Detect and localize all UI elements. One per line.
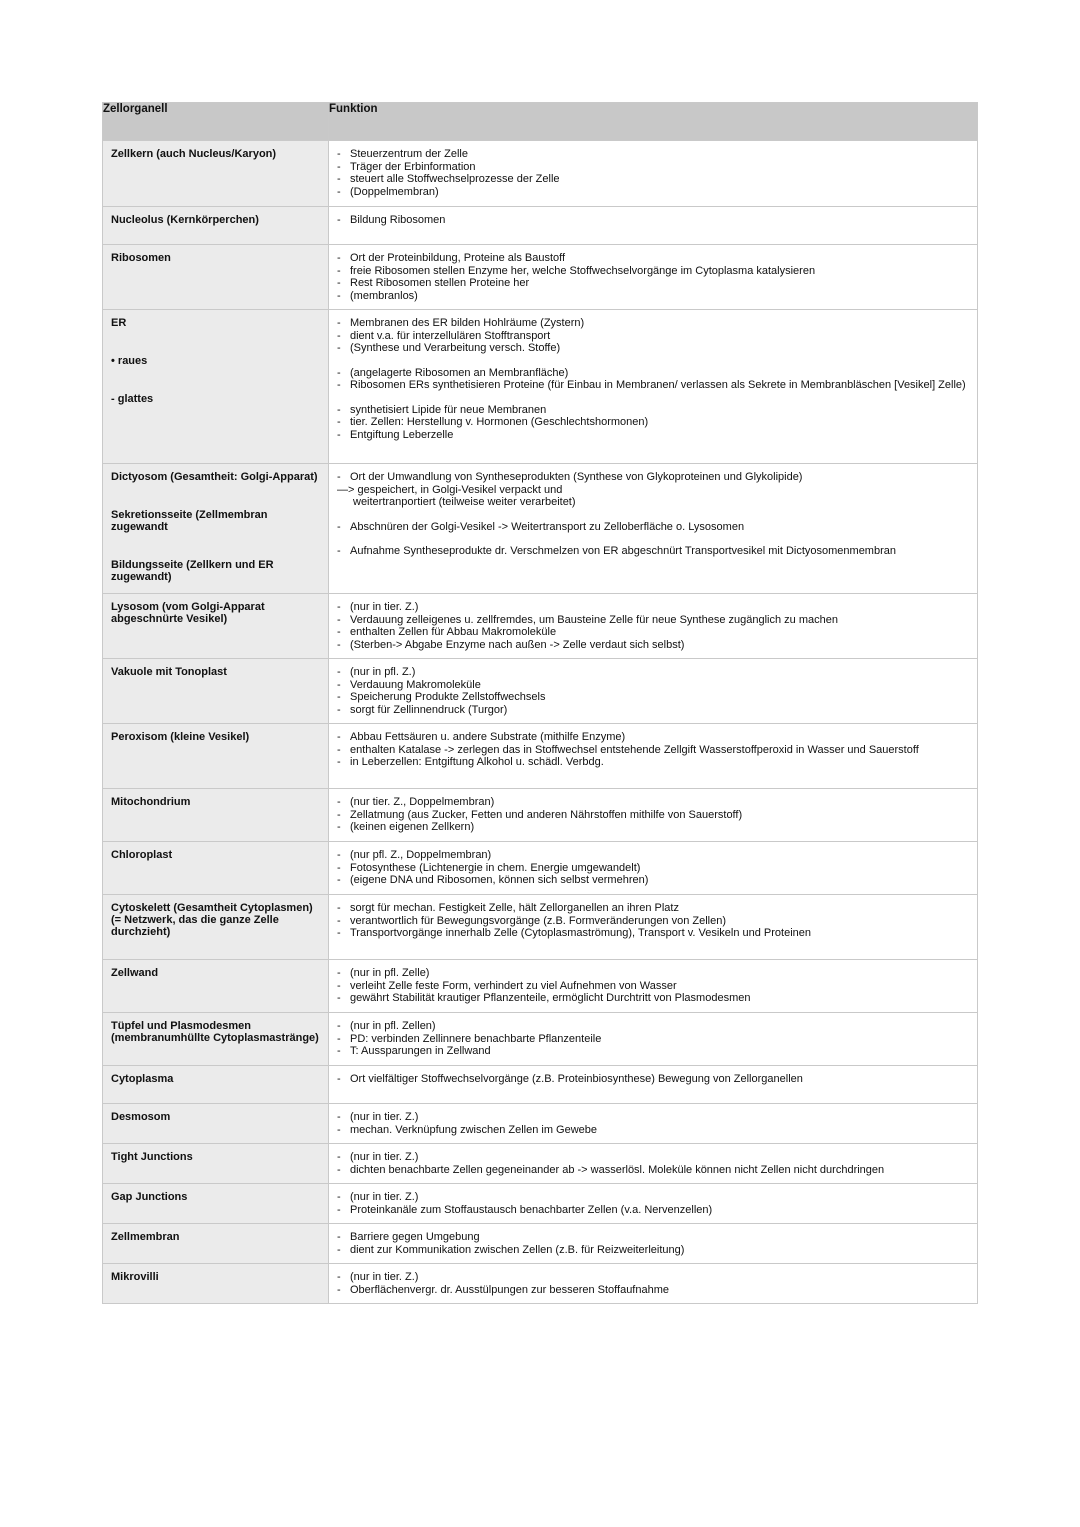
table-row bbox=[103, 1184, 978, 1224]
organelle-name: Vakuole mit Tonoplast bbox=[111, 666, 227, 678]
function-item: - (nur in pfl. Zellen) bbox=[337, 1020, 969, 1033]
organelle-name: Peroxisom (kleine Vesikel) bbox=[111, 731, 250, 743]
function-item: - Abbau Fettsäuren u. andere Substrate (mithilfe Enzyme) bbox=[337, 731, 969, 744]
organelle-cell bbox=[103, 895, 329, 960]
table-row bbox=[103, 895, 978, 960]
organelle-name: Zellmembran bbox=[111, 1231, 180, 1243]
organelle-sublabel: Sekretionsseite (Zellmembran zugewandt bbox=[111, 509, 268, 533]
function-list bbox=[337, 521, 969, 534]
function-item: - Steuerzentrum der Zelle bbox=[337, 148, 969, 161]
function-list bbox=[337, 214, 969, 227]
organelle-name: Zellwand bbox=[111, 967, 159, 979]
function-item: - Entgiftung Leberzelle bbox=[337, 429, 969, 442]
function-item: - (nur in tier. Z.) bbox=[337, 1111, 969, 1124]
organelle-cell bbox=[103, 1066, 329, 1104]
function-item: - Träger der Erbinformation bbox=[337, 161, 969, 174]
function-list bbox=[337, 666, 969, 716]
function-list bbox=[337, 902, 969, 940]
function-item: - (nur tier. Z., Doppelmembran) bbox=[337, 796, 969, 809]
function-cell bbox=[329, 1224, 978, 1264]
function-item: - steuert alle Stoffwechselprozesse der Zelle bbox=[337, 173, 969, 186]
function-item: - (nur in pfl. Zelle) bbox=[337, 967, 969, 980]
function-item: - enthalten Katalase -> zerlegen das in Stoffwechsel entstehende Zellgift Wasserstoffperoxid in Wasser und Sauerstoff bbox=[337, 744, 969, 757]
organelle-cell bbox=[103, 1264, 329, 1304]
table-row bbox=[103, 464, 978, 594]
function-item: - (nur pfl. Z., Doppelmembran) bbox=[337, 849, 969, 862]
organelle-name: Lysosom (vom Golgi-Apparat abgeschnürte Vesikel) bbox=[111, 601, 265, 625]
function-cell bbox=[329, 659, 978, 724]
organelle-name: Chloroplast bbox=[111, 849, 173, 861]
function-item: - synthetisiert Lipide für neue Membranen bbox=[337, 404, 969, 417]
function-list bbox=[337, 317, 969, 355]
function-cell bbox=[329, 245, 978, 310]
function-item: - in Leberzellen: Entgiftung Alkohol u. schädl. Verbdg. bbox=[337, 756, 969, 769]
organelle-cell bbox=[103, 141, 329, 207]
function-item: - dient v.a. für interzellulären Stofftransport bbox=[337, 330, 969, 343]
function-item: - Oberflächenvergr. dr. Ausstülpungen zur besseren Stoffaufnahme bbox=[337, 1284, 969, 1297]
organelle-sublabel: Bildungsseite (Zellkern und ER zugewandt) bbox=[111, 559, 274, 583]
organelle-cell bbox=[103, 1013, 329, 1066]
function-list bbox=[337, 471, 969, 484]
function-cell bbox=[329, 207, 978, 245]
organelle-table bbox=[102, 102, 978, 1304]
table-header-row bbox=[103, 103, 978, 141]
table-row bbox=[103, 207, 978, 245]
organelle-cell bbox=[103, 659, 329, 724]
function-item: - freie Ribosomen stellen Enzyme her, welche Stoffwechselvorgänge im Cytoplasma katalysieren bbox=[337, 265, 969, 278]
function-item: - T: Aussparungen in Zellwand bbox=[337, 1045, 969, 1058]
function-list bbox=[337, 367, 969, 392]
function-cell bbox=[329, 141, 978, 207]
function-cell bbox=[329, 1066, 978, 1104]
function-list bbox=[337, 1111, 969, 1136]
function-item: - sorgt für mechan. Festigkeit Zelle, hält Zellorganellen an ihren Platz bbox=[337, 902, 969, 915]
table-row bbox=[103, 245, 978, 310]
function-item: - Membranen des ER bilden Hohlräume (Zystern) bbox=[337, 317, 969, 330]
function-item: - Transportvorgänge innerhalb Zelle (Cytoplasmaströmung), Transport v. Vesikeln und Proteinen bbox=[337, 927, 969, 940]
organelle-name: Gap Junctions bbox=[111, 1191, 188, 1203]
organelle-name: Mitochondrium bbox=[111, 796, 191, 808]
function-item: - Ribosomen ERs synthetisieren Proteine (für Einbau in Membranen/ verlassen als Sekrete in Membranbläschen [Vesikel] Zelle) bbox=[337, 379, 969, 392]
function-item: - Speicherung Produkte Zellstoffwechsels bbox=[337, 691, 969, 704]
table-row bbox=[103, 659, 978, 724]
table-row bbox=[103, 724, 978, 789]
function-list bbox=[337, 601, 969, 651]
organelle-name: Mikrovilli bbox=[111, 1271, 159, 1283]
function-cell bbox=[329, 724, 978, 789]
organelle-cell bbox=[103, 1224, 329, 1264]
function-item: - Ort der Proteinbildung, Proteine als Baustoff bbox=[337, 252, 969, 265]
table-row bbox=[103, 1144, 978, 1184]
table-row bbox=[103, 1013, 978, 1066]
function-item: - (nur in tier. Z.) bbox=[337, 1151, 969, 1164]
function-item: - (angelagerte Ribosomen an Membranfläche) bbox=[337, 367, 969, 380]
function-item: - mechan. Verknüpfung zwischen Zellen im Gewebe bbox=[337, 1124, 969, 1137]
function-item: - Rest Ribosomen stellen Proteine her bbox=[337, 277, 969, 290]
function-list bbox=[337, 1020, 969, 1058]
function-item: - verleiht Zelle feste Form, verhindert zu viel Aufnehmen von Wasser bbox=[337, 980, 969, 993]
function-cell bbox=[329, 960, 978, 1013]
organelle-cell bbox=[103, 1144, 329, 1184]
function-list bbox=[337, 1231, 969, 1256]
organelle-cell bbox=[103, 310, 329, 464]
table-row bbox=[103, 789, 978, 842]
function-item: - tier. Zellen: Herstellung v. Hormonen (Geschlechtshormonen) bbox=[337, 416, 969, 429]
function-item: - sorgt für Zellinnendruck (Turgor) bbox=[337, 704, 969, 717]
organelle-name: Dictyosom (Gesamtheit: Golgi-Apparat) bbox=[111, 471, 318, 483]
organelle-name: Ribosomen bbox=[111, 252, 171, 264]
table-row bbox=[103, 1104, 978, 1144]
organelle-name: Desmosom bbox=[111, 1111, 171, 1123]
function-cell bbox=[329, 1104, 978, 1144]
function-list bbox=[337, 148, 969, 198]
function-cell bbox=[329, 310, 978, 464]
function-item: - Verdauung Makromoleküle bbox=[337, 679, 969, 692]
function-item: - Verdauung zelleigenes u. zellfremdes, um Bausteine Zelle für neue Synthese zugänglich zu machen bbox=[337, 614, 969, 627]
header-organelle: Zellorganell bbox=[103, 103, 329, 141]
table-row bbox=[103, 594, 978, 659]
function-item: - (nur in tier. Z.) bbox=[337, 601, 969, 614]
arrow-note-continued: weitertranportiert (teilweise weiter verarbeitet) bbox=[353, 496, 576, 508]
function-list bbox=[337, 1191, 969, 1216]
organelle-cell bbox=[103, 789, 329, 842]
table-row bbox=[103, 960, 978, 1013]
function-list bbox=[337, 545, 969, 558]
function-item: - Proteinkanäle zum Stoffaustausch benachbarter Zellen (v.a. Nervenzellen) bbox=[337, 1204, 969, 1217]
organelle-cell bbox=[103, 1184, 329, 1224]
table-row bbox=[103, 1224, 978, 1264]
organelle-cell bbox=[103, 842, 329, 895]
organelle-cell bbox=[103, 464, 329, 594]
function-item: - gewährt Stabilität krautiger Pflanzenteile, ermöglicht Durchtritt von Plasmodesmen bbox=[337, 992, 969, 1005]
organelle-name: Tight Junctions bbox=[111, 1151, 193, 1163]
function-item: - verantwortlich für Bewegungsvorgänge (z.B. Formveränderungen von Zellen) bbox=[337, 915, 969, 928]
organelle-cell bbox=[103, 724, 329, 789]
function-cell bbox=[329, 1013, 978, 1066]
organelle-cell bbox=[103, 960, 329, 1013]
function-list bbox=[337, 1073, 969, 1086]
function-item: - (nur in tier. Z.) bbox=[337, 1271, 969, 1284]
function-item: - dient zur Kommunikation zwischen Zellen (z.B. für Reizweiterleitung) bbox=[337, 1244, 969, 1257]
function-item: - Bildung Ribosomen bbox=[337, 214, 969, 227]
function-item: - (Doppelmembran) bbox=[337, 186, 969, 199]
function-item: - (Synthese und Verarbeitung versch. Stoffe) bbox=[337, 342, 969, 355]
function-item: - (Sterben-> Abgabe Enzyme nach außen -> Zelle verdaut sich selbst) bbox=[337, 639, 969, 652]
function-list bbox=[337, 796, 969, 834]
organelle-name: Zellkern (auch Nucleus/Karyon) bbox=[111, 148, 277, 160]
function-item: - Barriere gegen Umgebung bbox=[337, 1231, 969, 1244]
function-list bbox=[337, 252, 969, 302]
organelle-name: Cytoskelett (Gesamtheit Cytoplasmen) (= Netzwerk, das die ganze Zelle durchzieht) bbox=[111, 902, 313, 938]
function-cell bbox=[329, 1144, 978, 1184]
organelle-cell bbox=[103, 245, 329, 310]
function-item: - Aufnahme Syntheseprodukte dr. Verschmelzen von ER abgeschnürt Transportvesikel mit Dictyosomenmembran bbox=[337, 545, 969, 558]
function-cell bbox=[329, 842, 978, 895]
arrow-note: —> gespeichert, in Golgi-Vesikel verpackt und bbox=[337, 483, 563, 496]
function-list bbox=[337, 967, 969, 1005]
organelle-name: Nucleolus (Kernkörperchen) bbox=[111, 214, 259, 226]
organelle-name: ER bbox=[111, 317, 127, 329]
organelle-name: Cytoplasma bbox=[111, 1073, 174, 1085]
header-function: Funktion bbox=[329, 103, 978, 141]
function-item: - Zellatmung (aus Zucker, Fetten und anderen Nährstoffen mithilfe von Sauerstoff) bbox=[337, 809, 969, 822]
function-item: - dichten benachbarte Zellen gegeneinander ab -> wasserlösl. Moleküle können nicht Zellen nicht durchdringen bbox=[337, 1164, 969, 1177]
function-cell bbox=[329, 464, 978, 594]
table-row bbox=[103, 1066, 978, 1104]
function-cell bbox=[329, 895, 978, 960]
function-item: - (keinen eigenen Zellkern) bbox=[337, 821, 969, 834]
function-cell bbox=[329, 789, 978, 842]
function-item: - enthalten Zellen für Abbau Makromoleküle bbox=[337, 626, 969, 639]
organelle-sublabel: - glattes bbox=[111, 393, 154, 405]
function-item: - Ort vielfältiger Stoffwechselvorgänge (z.B. Proteinbiosynthese) Bewegung von Zellorganellen bbox=[337, 1073, 969, 1086]
function-item: - Fotosynthese (Lichtenergie in chem. Energie umgewandelt) bbox=[337, 862, 969, 875]
function-list bbox=[337, 404, 969, 442]
function-item: - Ort der Umwandlung von Syntheseprodukten (Synthese von Glykoproteinen und Glykolipide) bbox=[337, 471, 969, 484]
function-list bbox=[337, 1151, 969, 1176]
organelle-cell bbox=[103, 594, 329, 659]
organelle-name: Tüpfel und Plasmodesmen (membranumhüllte Cytoplasmastränge) bbox=[111, 1020, 319, 1044]
function-cell bbox=[329, 1264, 978, 1304]
organelle-sublabel: • raues bbox=[111, 355, 148, 367]
function-item: - Abschnüren der Golgi-Vesikel -> Weitertransport zu Zelloberfläche o. Lysosomen bbox=[337, 521, 969, 534]
function-list bbox=[337, 731, 969, 769]
table-body bbox=[103, 141, 978, 1304]
table-row bbox=[103, 842, 978, 895]
organelle-cell bbox=[103, 207, 329, 245]
function-cell bbox=[329, 1184, 978, 1224]
function-item: - (nur in tier. Z.) bbox=[337, 1191, 969, 1204]
function-list bbox=[337, 1271, 969, 1296]
function-item: - (nur in pfl. Z.) bbox=[337, 666, 969, 679]
table-row bbox=[103, 1264, 978, 1304]
function-item: - (eigene DNA und Ribosomen, können sich selbst vermehren) bbox=[337, 874, 969, 887]
function-item: - (membranlos) bbox=[337, 290, 969, 303]
function-cell bbox=[329, 594, 978, 659]
table-row bbox=[103, 310, 978, 464]
function-item: - PD: verbinden Zellinnere benachbarte Pflanzenteile bbox=[337, 1033, 969, 1046]
function-list bbox=[337, 849, 969, 887]
table-row bbox=[103, 141, 978, 207]
organelle-cell bbox=[103, 1104, 329, 1144]
